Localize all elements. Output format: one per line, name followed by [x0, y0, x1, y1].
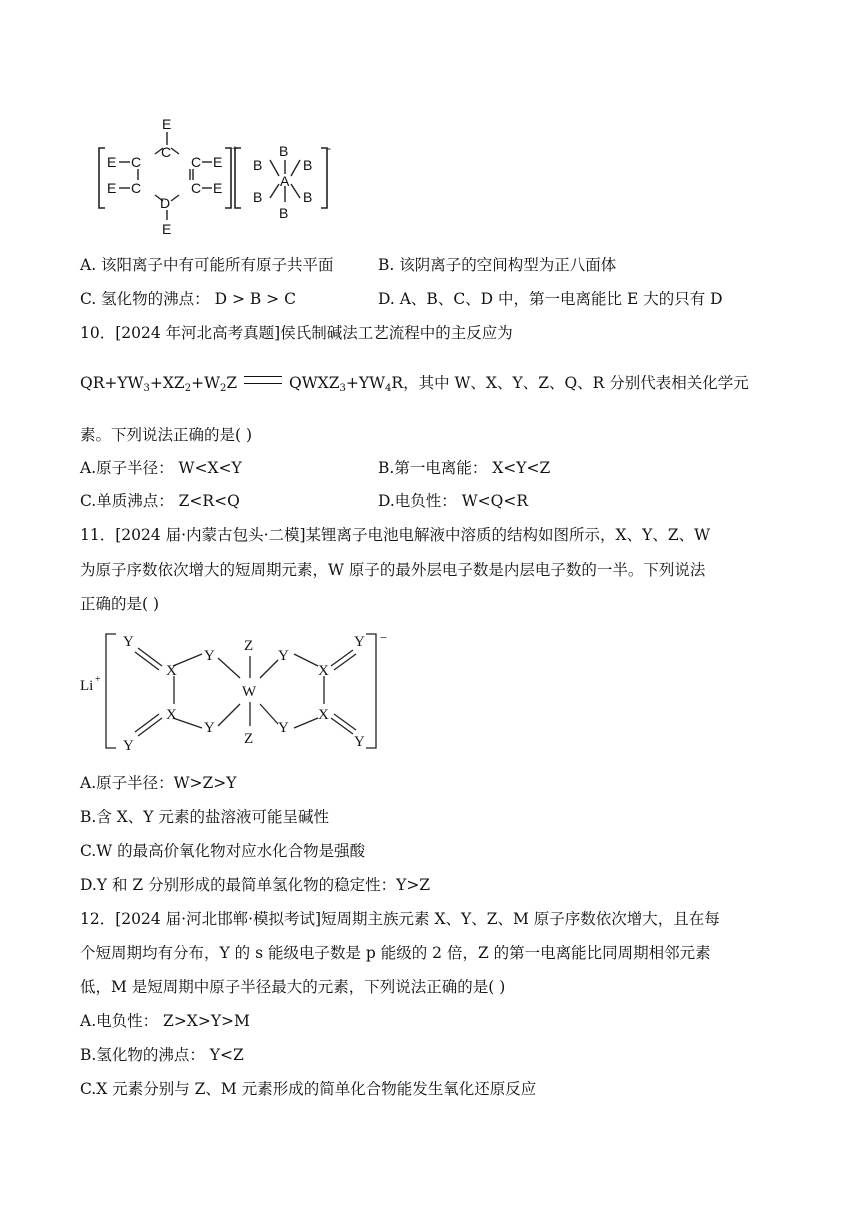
eq-part: +YW [345, 374, 386, 392]
atom-x: X [166, 707, 177, 723]
q12-stem-1: 12．[2024 届·河北邯郸·模拟考试]短周期主族元素 X、Y、Z、M 原子序数依次增大，且在每 [80, 910, 720, 928]
atom-x: X [318, 663, 329, 679]
q9-option-b: B. 该阴离子的空间构型为正八面体 [378, 256, 617, 274]
cation-charge: + [232, 144, 238, 155]
atom-z: Z [244, 731, 254, 747]
eq-sub: 4 [385, 383, 392, 394]
q11-stem-2: 为原子序数依次增大的短周期元素，W 原子的最外层电子数是内层电子数的一半。下列说法 [80, 561, 706, 579]
eq-sub: 3 [339, 383, 346, 394]
q11-stem-3: 正确的是( ) [80, 595, 160, 613]
eq-sub: 2 [184, 383, 192, 394]
atom-c: C [131, 154, 142, 170]
atom-e: E [213, 154, 223, 170]
li-charge: + [95, 674, 101, 685]
q10-option-d: D.电负性： W<Q<R [378, 492, 529, 510]
atom-y: Y [123, 634, 134, 650]
atom-y: Y [204, 648, 215, 664]
atom-e: E [107, 180, 117, 196]
atom-a: A [280, 173, 290, 189]
atom-y: Y [354, 634, 365, 650]
q10-stem: 10．[2024 年河北高考真题]侯氏制碱法工艺流程中的主反应为 [80, 324, 513, 342]
atom-c: C [191, 180, 202, 196]
eq-sub: 3 [143, 383, 150, 394]
atom-x: X [166, 663, 177, 679]
q11-option-d: D.Y 和 Z 分别形成的最简单氢化物的稳定性：Y>Z [80, 876, 431, 894]
atom-z: Z [244, 638, 254, 654]
q10-stem-end: 素。下列说法正确的是( ) [80, 426, 253, 444]
q12-option-a: A.电负性： Z>X>Y>M [80, 1012, 250, 1030]
equals-sign [244, 376, 282, 384]
atom-e-top: E [162, 116, 172, 132]
q10-option-c: C.单质沸点： Z<R<Q [80, 492, 240, 510]
anion-charge: - [327, 141, 331, 155]
atom-b: B [279, 143, 289, 159]
li-label: Li [80, 678, 94, 694]
atom-b: B [303, 189, 313, 205]
q10-option-a: A.原子半径： W<X<Y [80, 459, 242, 477]
eq-sub: 2 [220, 383, 227, 394]
q9-option-d: D. A、B、C、D 中，第一电离能比 E 大的只有 D [378, 290, 723, 308]
atom-c: C [161, 144, 172, 160]
q12-stem-3: 低，M 是短周期中原子半径最大的元素，下列说法正确的是( ) [80, 978, 506, 996]
atom-e: E [213, 180, 223, 196]
atom-y: Y [123, 738, 134, 754]
atom-w: W [242, 684, 257, 700]
q11-option-a: A.原子半径：W>Z>Y [80, 774, 237, 792]
eq-part: R [391, 374, 404, 392]
q12-stem-2: 个短周期均有分布，Y 的 s 能级电子数是 p 能级的 2 倍，Z 的第一电离能比同周期相邻元素 [80, 944, 711, 962]
atom-y: Y [204, 720, 215, 736]
anion-charge: − [380, 630, 388, 645]
atom-b: B [279, 205, 289, 221]
q9-option-c: C. 氢化物的沸点： D > B > C [80, 290, 296, 308]
atom-e-bottom: E [162, 221, 172, 237]
atom-c: C [191, 154, 202, 170]
q11-structure-figure [78, 628, 398, 758]
q11-option-c: C.W 的最高价氧化物对应水化合物是强酸 [80, 842, 366, 860]
q10-equation [80, 373, 749, 399]
atom-c: C [131, 180, 142, 196]
atom-y: Y [354, 734, 365, 750]
q10-option-b: B.第一电离能： X<Y<Z [378, 459, 551, 477]
q12-option-b: B.氢化物的沸点： Y<Z [80, 1046, 244, 1064]
atom-y: Y [278, 648, 289, 664]
atom-y: Y [278, 720, 289, 736]
atom-b: B [253, 189, 263, 205]
atom-x: X [318, 707, 329, 723]
atom-b: B [303, 157, 313, 173]
eq-part: Z [226, 374, 238, 392]
atom-b: B [253, 157, 263, 173]
eq-part: QR+YW [80, 374, 144, 392]
q11-stem-1: 11．[2024 届·内蒙古包头·二模]某锂离子电池电解液中溶质的结构如图所示，X、Y、Z、W [80, 526, 711, 544]
eq-part: +XZ [149, 374, 185, 392]
eq-part: QWXZ [289, 374, 340, 392]
eq-tail: ，其中 W、X、Y、Z、Q、R 分别代表相关化学元 [403, 374, 749, 392]
q11-option-b: B.含 X、Y 元素的盐溶液可能呈碱性 [80, 808, 329, 826]
atom-e: E [107, 154, 117, 170]
q9-structure-figure [95, 112, 335, 242]
q9-option-a: A. 该阳离子中有可能所有原子共平面 [80, 256, 334, 274]
atom-d: D [160, 195, 171, 211]
q12-option-c: C.X 元素分别与 Z、M 元素形成的简单化合物能发生氧化还原反应 [80, 1080, 537, 1098]
eq-part: +W [191, 374, 220, 392]
